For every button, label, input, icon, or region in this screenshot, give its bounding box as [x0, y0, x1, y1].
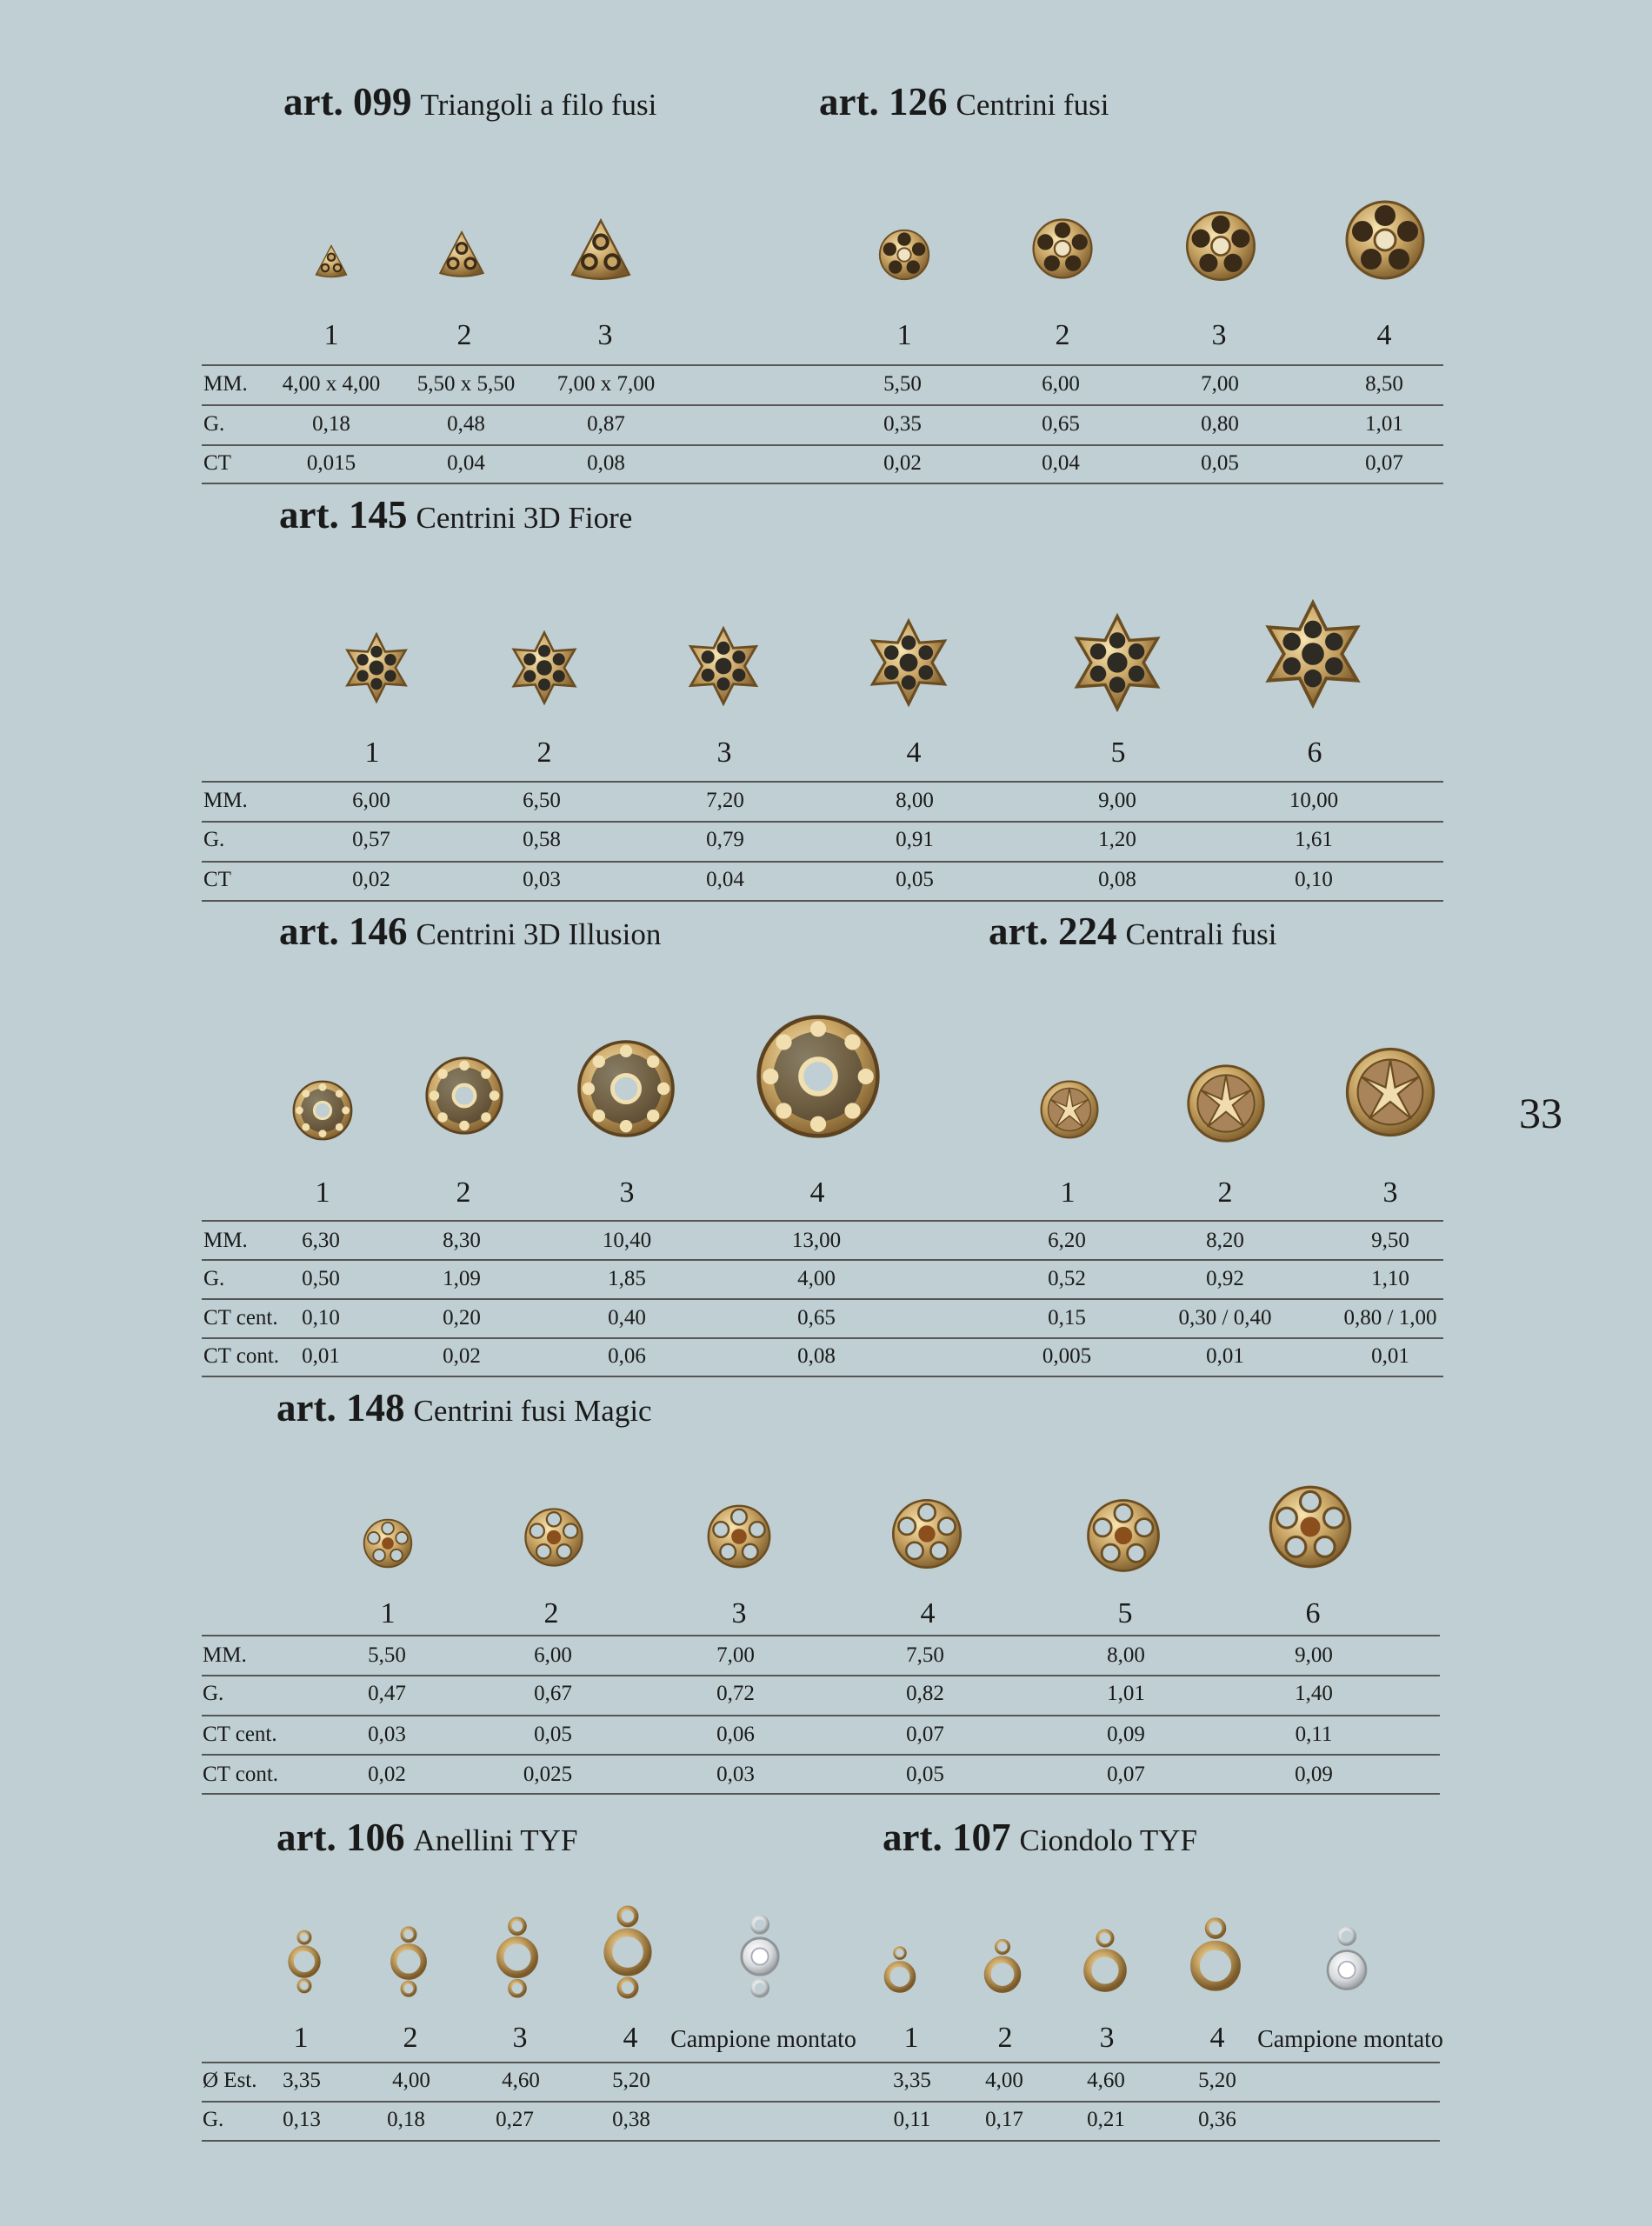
- table-divider: [202, 821, 1443, 823]
- row-label: CT: [203, 868, 231, 891]
- page-number: 33: [1519, 1089, 1562, 1137]
- table-cell: 0,40: [608, 1306, 646, 1330]
- article-name: Triangoli a filo fusi: [420, 88, 657, 122]
- table-cell: 0,17: [985, 2108, 1023, 2131]
- article-name: Anellini TYF: [413, 1823, 578, 1857]
- illusion-setting-icon: [574, 1036, 678, 1141]
- item-number: 1: [1060, 1176, 1076, 1209]
- table-cell: 8,00: [896, 789, 934, 812]
- table-cell: 0,82: [906, 1682, 944, 1705]
- table-cell: 0,08: [587, 451, 625, 475]
- item-number: Campione montato: [670, 2026, 856, 2053]
- table-divider: [202, 1793, 1440, 1795]
- table-cell: 4,60: [502, 2069, 540, 2092]
- row-label: CT cont.: [203, 1344, 280, 1368]
- pendant-icon: [1082, 1925, 1129, 1998]
- magic-setting-icon: [704, 1502, 774, 1571]
- ring-link-icon: [599, 1905, 656, 1999]
- table-divider: [202, 1715, 1440, 1716]
- table-cell: 0,10: [1295, 868, 1333, 891]
- table-cell: 8,20: [1206, 1229, 1244, 1252]
- table-cell: 0,02: [883, 451, 922, 475]
- article-name: Centrini fusi Magic: [413, 1394, 652, 1428]
- table-cell: 1,20: [1098, 828, 1136, 851]
- item-number: 3: [731, 1597, 747, 1630]
- triangle-charm-icon: [565, 215, 636, 286]
- sunburst-setting-icon: [1184, 1062, 1268, 1145]
- table-cell: 0,06: [716, 1723, 755, 1746]
- table-divider: [202, 364, 1443, 366]
- table-cell: 0,03: [523, 868, 561, 891]
- table-cell: 9,50: [1371, 1229, 1409, 1252]
- article-code: art. 106: [276, 1816, 405, 1859]
- table-cell: 0,92: [1206, 1267, 1244, 1290]
- item-number: 4: [809, 1176, 825, 1209]
- table-cell: 5,20: [612, 2069, 650, 2092]
- table-cell: 1,40: [1295, 1682, 1333, 1705]
- item-number: 3: [597, 319, 613, 351]
- table-cell: 0,65: [1042, 412, 1080, 436]
- table-cell: 0,18: [312, 412, 350, 436]
- table-cell: 0,21: [1087, 2108, 1125, 2131]
- table-divider: [202, 404, 1443, 406]
- table-cell: 0,67: [534, 1682, 572, 1705]
- table-cell: 0,50: [302, 1267, 340, 1290]
- table-divider: [202, 900, 1443, 902]
- ring-link-icon: [285, 1929, 323, 1994]
- table-divider: [202, 1298, 1443, 1300]
- item-number: 3: [1382, 1176, 1398, 1209]
- article-title-106: [276, 1818, 577, 1857]
- table-cell: 5,20: [1198, 2069, 1236, 2092]
- table-cell: 4,00: [797, 1267, 836, 1290]
- table-cell: 0,05: [906, 1763, 944, 1786]
- article-title-126: [819, 80, 1109, 123]
- table-cell: 0,04: [706, 868, 744, 891]
- magic-setting-icon: [1083, 1496, 1163, 1576]
- row-label: MM.: [203, 1643, 247, 1667]
- table-cell: 7,00 x 7,00: [556, 372, 656, 396]
- table-cell: 0,01: [1206, 1344, 1244, 1368]
- triangle-charm-icon: [435, 228, 489, 282]
- table-cell: 0,13: [283, 2108, 321, 2131]
- table-divider: [202, 444, 1443, 446]
- row-label: CT cent.: [203, 1306, 278, 1330]
- table-cell: 4,00: [985, 2069, 1023, 2092]
- item-number: 4: [906, 736, 922, 769]
- star-setting-icon: [683, 625, 764, 707]
- table-divider: [202, 1675, 1440, 1676]
- item-number: 2: [543, 1597, 559, 1630]
- table-divider: [202, 2062, 1440, 2063]
- table-cell: 7,00: [716, 1643, 755, 1667]
- item-number: 1: [903, 2022, 919, 2054]
- item-number: 1: [293, 2022, 309, 2054]
- table-divider: [202, 1635, 1440, 1636]
- flower-setting-icon: [1342, 197, 1429, 283]
- item-number: 3: [512, 2022, 528, 2054]
- table-cell: 0,07: [906, 1723, 944, 1746]
- table-cell: 4,00: [392, 2069, 430, 2092]
- item-number: 4: [623, 2022, 638, 2054]
- article-title-099: [283, 80, 657, 123]
- table-cell: 6,00: [1042, 372, 1080, 396]
- item-number: 3: [716, 736, 732, 769]
- table-cell: 0,05: [896, 868, 934, 891]
- table-cell: 0,09: [1107, 1723, 1145, 1746]
- pendant-icon: [983, 1936, 1023, 1998]
- row-label: MM.: [203, 789, 248, 812]
- item-number: 5: [1110, 736, 1126, 769]
- table-cell: 0,48: [447, 412, 485, 436]
- flower-setting-icon: [876, 227, 932, 283]
- flower-setting-icon: [1029, 216, 1096, 282]
- table-cell: 0,91: [896, 828, 934, 851]
- item-number: 1: [323, 319, 339, 351]
- table-cell: 0,07: [1107, 1763, 1145, 1786]
- table-divider: [202, 781, 1443, 783]
- item-number: 2: [1055, 319, 1070, 351]
- table-cell: 0,09: [1295, 1763, 1333, 1786]
- row-label: CT cent.: [203, 1723, 277, 1746]
- table-cell: 0,04: [447, 451, 485, 475]
- table-cell: 13,00: [791, 1229, 842, 1252]
- item-number: 4: [1209, 2022, 1225, 2054]
- article-code: art. 148: [276, 1386, 405, 1430]
- table-cell: 0,08: [1098, 868, 1136, 891]
- ring-link-icon: [735, 1915, 785, 1998]
- flower-setting-icon: [1182, 208, 1259, 284]
- table-divider: [202, 1754, 1440, 1756]
- star-setting-icon: [863, 617, 954, 708]
- item-number: 2: [1217, 1176, 1233, 1209]
- row-label: Ø Est.: [203, 2069, 257, 2092]
- table-divider: [202, 483, 1443, 484]
- illusion-setting-icon: [290, 1078, 355, 1143]
- table-cell: 0,47: [368, 1682, 406, 1705]
- table-cell: 0,80: [1201, 412, 1239, 436]
- table-cell: 0,79: [706, 828, 744, 851]
- table-cell: 9,00: [1098, 789, 1136, 812]
- table-cell: 9,00: [1295, 1643, 1333, 1667]
- table-cell: 4,60: [1087, 2069, 1125, 2092]
- article-title-148: [276, 1386, 652, 1430]
- table-cell: 0,11: [1295, 1723, 1333, 1746]
- star-setting-icon: [1067, 612, 1168, 713]
- table-cell: 0,35: [883, 412, 922, 436]
- article-name: Ciondolo TYF: [1019, 1823, 1197, 1857]
- table-cell: 0,58: [523, 828, 561, 851]
- table-divider: [202, 2101, 1440, 2103]
- item-number: 3: [1211, 319, 1227, 351]
- pendant-icon: [1188, 1913, 1243, 1998]
- table-cell: 4,00 x 4,00: [282, 372, 381, 396]
- row-label: G.: [203, 2108, 224, 2131]
- table-cell: 0,03: [716, 1763, 755, 1786]
- row-label: CT cont.: [203, 1763, 279, 1786]
- item-number: 4: [1376, 319, 1392, 351]
- item-number: 2: [536, 736, 552, 769]
- illusion-setting-icon: [423, 1054, 506, 1137]
- table-cell: 0,08: [797, 1344, 836, 1368]
- table-cell: 0,65: [797, 1306, 836, 1330]
- table-cell: 0,80 / 1,00: [1343, 1306, 1437, 1330]
- article-code: art. 099: [283, 80, 412, 123]
- article-code: art. 107: [883, 1816, 1011, 1859]
- table-cell: 1,61: [1295, 828, 1333, 851]
- item-number: 3: [1099, 2022, 1115, 2054]
- table-cell: 0,72: [716, 1682, 755, 1705]
- star-setting-icon: [506, 630, 583, 706]
- row-label: CT: [203, 451, 231, 475]
- item-number: Campione montato: [1257, 2026, 1443, 2053]
- row-label: G.: [203, 412, 225, 436]
- item-number: 2: [997, 2022, 1013, 2054]
- table-cell: 0,015: [306, 451, 356, 475]
- table-cell: 1,10: [1371, 1267, 1409, 1290]
- table-cell: 8,00: [1107, 1643, 1145, 1667]
- article-title-224: [989, 912, 1276, 951]
- item-number: 6: [1307, 736, 1322, 769]
- table-cell: 0,11: [893, 2108, 931, 2131]
- table-cell: 0,20: [443, 1306, 481, 1330]
- sunburst-setting-icon: [1038, 1078, 1101, 1141]
- article-name: Centrini fusi: [956, 88, 1109, 122]
- table-cell: 5,50 x 5,50: [416, 372, 516, 396]
- table-divider: [202, 1337, 1443, 1339]
- table-cell: 6,00: [534, 1643, 572, 1667]
- article-title-146: [279, 912, 661, 951]
- item-number: 1: [315, 1176, 330, 1209]
- item-number: 3: [619, 1176, 635, 1209]
- table-cell: 0,01: [302, 1344, 340, 1368]
- table-cell: 0,30 / 0,40: [1178, 1306, 1272, 1330]
- table-cell: 0,15: [1048, 1306, 1086, 1330]
- table-cell: 8,50: [1365, 372, 1403, 396]
- row-label: G.: [203, 1682, 224, 1705]
- table-cell: 6,00: [352, 789, 390, 812]
- row-label: MM.: [203, 372, 248, 396]
- magic-setting-icon: [1265, 1482, 1356, 1572]
- article-name: Centrini 3D Fiore: [416, 501, 633, 535]
- article-name: Centrini 3D Illusion: [416, 917, 662, 951]
- table-cell: 3,35: [283, 2069, 321, 2092]
- table-cell: 0,06: [608, 1344, 646, 1368]
- ring-link-icon: [492, 1916, 543, 1998]
- table-cell: 6,20: [1048, 1229, 1086, 1252]
- item-number: 2: [403, 2022, 418, 2054]
- magic-setting-icon: [361, 1516, 415, 1570]
- item-number: 6: [1305, 1597, 1321, 1630]
- triangle-charm-icon: [312, 243, 350, 281]
- row-label: MM.: [203, 1229, 248, 1252]
- ring-link-icon: [387, 1926, 430, 1997]
- table-cell: 0,57: [352, 828, 390, 851]
- magic-setting-icon: [889, 1496, 965, 1572]
- table-cell: 0,52: [1048, 1267, 1086, 1290]
- table-cell: 0,04: [1042, 451, 1080, 475]
- table-cell: 0,05: [1201, 451, 1239, 475]
- magic-setting-icon: [522, 1505, 586, 1570]
- item-number: 1: [364, 736, 380, 769]
- table-cell: 0,005: [1042, 1344, 1092, 1368]
- table-divider: [202, 861, 1443, 863]
- pendant-icon: [1322, 1923, 1372, 1999]
- table-divider: [202, 1376, 1443, 1377]
- table-cell: 1,09: [443, 1267, 481, 1290]
- article-code: art. 224: [989, 910, 1117, 953]
- item-number: 4: [920, 1597, 936, 1630]
- table-cell: 8,30: [443, 1229, 481, 1252]
- item-number: 2: [456, 1176, 471, 1209]
- table-cell: 1,01: [1107, 1682, 1145, 1705]
- table-cell: 0,27: [496, 2108, 534, 2131]
- pendant-icon: [883, 1943, 917, 1997]
- illusion-setting-icon: [752, 1010, 884, 1143]
- table-cell: 6,30: [302, 1229, 340, 1252]
- item-number: 2: [456, 319, 472, 351]
- table-cell: 0,025: [523, 1763, 573, 1786]
- article-code: art. 126: [819, 80, 948, 123]
- article-title-107: [883, 1818, 1197, 1857]
- table-cell: 10,40: [602, 1229, 652, 1252]
- star-setting-icon: [1257, 598, 1369, 710]
- table-cell: 1,85: [608, 1267, 646, 1290]
- table-cell: 7,50: [906, 1643, 944, 1667]
- table-cell: 0,36: [1198, 2108, 1236, 2131]
- table-cell: 0,02: [443, 1344, 481, 1368]
- table-cell: 0,02: [368, 1763, 406, 1786]
- article-title-145: [279, 493, 633, 537]
- table-cell: 0,10: [302, 1306, 340, 1330]
- table-cell: 0,07: [1365, 451, 1403, 475]
- table-divider: [202, 1220, 1443, 1222]
- table-cell: 6,50: [523, 789, 561, 812]
- table-divider: [202, 1259, 1443, 1261]
- table-cell: 0,38: [612, 2108, 650, 2131]
- table-cell: 7,00: [1201, 372, 1239, 396]
- item-number: 1: [380, 1597, 396, 1630]
- item-number: 1: [896, 319, 912, 351]
- sunburst-setting-icon: [1342, 1044, 1438, 1140]
- table-cell: 10,00: [1289, 789, 1339, 812]
- table-cell: 5,50: [883, 372, 922, 396]
- row-label: G.: [203, 1267, 225, 1290]
- row-label: G.: [203, 828, 225, 851]
- article-name: Centrali fusi: [1125, 917, 1277, 951]
- table-cell: 0,01: [1371, 1344, 1409, 1368]
- article-code: art. 146: [279, 910, 408, 953]
- table-cell: 0,03: [368, 1723, 406, 1746]
- table-cell: 0,87: [587, 412, 625, 436]
- table-cell: 3,35: [893, 2069, 931, 2092]
- table-cell: 7,20: [706, 789, 744, 812]
- table-cell: 5,50: [368, 1643, 406, 1667]
- article-code: art. 145: [279, 493, 408, 537]
- item-number: 5: [1117, 1597, 1133, 1630]
- table-cell: 1,01: [1365, 412, 1403, 436]
- star-setting-icon: [340, 631, 413, 704]
- table-cell: 0,02: [352, 868, 390, 891]
- table-divider: [202, 2140, 1440, 2142]
- table-cell: 0,18: [387, 2108, 425, 2131]
- table-cell: 0,05: [534, 1723, 572, 1746]
